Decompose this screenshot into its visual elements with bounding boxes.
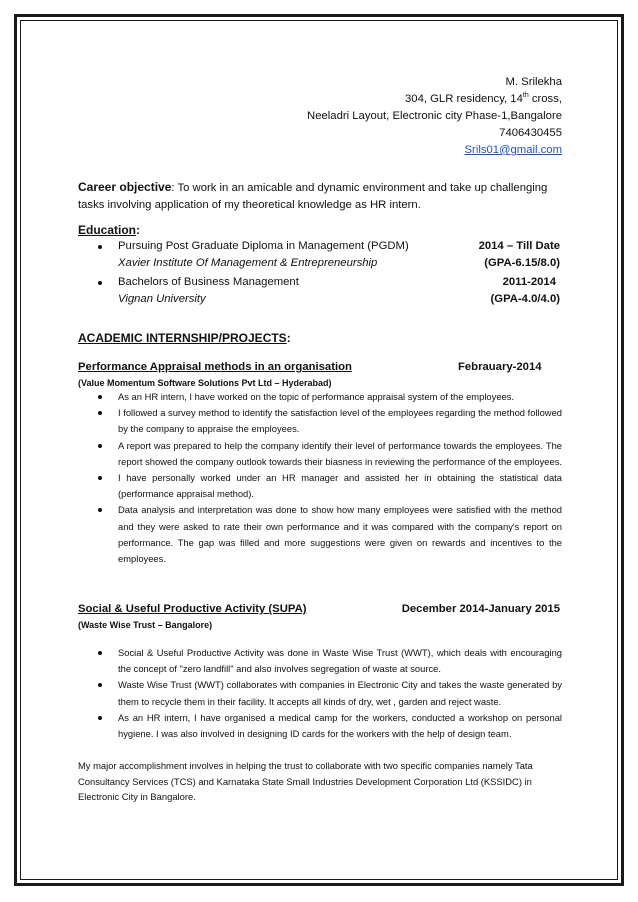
- project-1-heading: Performance Appraisal methods in an organisation Febrauary-2014: [78, 361, 542, 373]
- list-item: As an HR intern, I have organised a medical camp for the workers, conducted a workshop on personal hygiene. I was also involved in designing ID cards for the workers with the help of design team.: [78, 710, 562, 742]
- list-item: I have personally worked under an HR manager and assisted her in obtaining the statistical data (performance appraisal method).: [78, 470, 562, 502]
- bullet-icon: [98, 508, 102, 512]
- objective-label: Career objective: [78, 180, 172, 194]
- list-item: As an HR intern, I have worked on the topic of performance appraisal system of the employees.: [78, 389, 562, 405]
- bullet-icon: [98, 281, 102, 285]
- career-objective: [78, 179, 562, 214]
- education-heading: Education:: [78, 223, 141, 237]
- list-item: A report was prepared to help the company identify their level of performance towards the employees. The report showed the company outlook towards their biasness in reviewing the performance of the employees.: [78, 438, 562, 470]
- education-item-1: Pursuing Post Graduate Diploma in Management (PGDM) 2014 – Till Date: [78, 238, 562, 255]
- bullet-icon: [98, 245, 102, 249]
- bullet-icon: [98, 716, 102, 720]
- list-item: I followed a survey method to identify the satisfaction level of the employees regarding the method followed by the company to appraise the employees.: [78, 405, 562, 437]
- education-item-2-detail: Vignan University (GPA-4.0/4.0): [118, 293, 560, 305]
- email-link[interactable]: Srils01@gmail.com: [464, 144, 562, 156]
- objective-text: : To work in an amicable and dynamic environment and take up challenging tasks involving application of my theoretical knowledge as HR intern.: [78, 182, 548, 211]
- project-1-org: (Value Momentum Software Solutions Pvt Ltd – Hyderabad): [78, 378, 332, 388]
- phone-number: 7406430455: [499, 127, 562, 139]
- internships-heading: ACADEMIC INTERNSHIP/PROJECTS:: [78, 331, 291, 345]
- project-1-bullets: [78, 389, 562, 567]
- bullet-icon: [98, 411, 102, 415]
- project-2-org: (Waste Wise Trust – Bangalore): [78, 620, 213, 630]
- resume-page: [78, 0, 562, 902]
- address-line-1: 304, GLR residency, 14th cross,: [405, 92, 562, 105]
- contact-header: [307, 74, 562, 159]
- education-item-1-detail: Xavier Institute Of Management & Entrepreneurship (GPA-6.15/8.0): [118, 257, 560, 269]
- address-line-2: Neeladri Layout, Electronic city Phase-1,Bangalore: [307, 110, 562, 122]
- candidate-name: M. Srilekha: [505, 76, 562, 88]
- bullet-icon: [98, 476, 102, 480]
- bullet-icon: [98, 683, 102, 687]
- project-2-bullets: [78, 645, 562, 742]
- bullet-icon: [98, 444, 102, 448]
- education-item-2: Bachelors of Business Management 2011-2014: [78, 274, 562, 291]
- list-item: Waste Wise Trust (WWT) collaborates with companies in Electronic City and takes the waste generated by them to recycle them in their facility. It accepts all kinds of dry, wet , garden and reject waste.: [78, 677, 562, 709]
- closing-paragraph: My major accomplishment involves in helping the trust to collaborate with two specific companies namely Tata Consultancy Services (TCS) and Karnataka State Small Industries Development Corporation Ltd (KSSIDC) in Electronic City in Bangalore.: [78, 760, 533, 802]
- bullet-icon: [98, 395, 102, 399]
- project-2-heading: Social & Useful Productive Activity (SUPA) December 2014-January 2015: [78, 603, 560, 615]
- list-item: Social & Useful Productive Activity was done in Waste Wise Trust (WWT), which deals with encouraging the concept of "zero landfill" and also involves segregation of waste at source.: [78, 645, 562, 677]
- bullet-icon: [98, 651, 102, 655]
- list-item: Data analysis and interpretation was done to show how many employees were satisfied with the method and they were asked to rate their own performance and it was compared with the company's report on performance. The gap was filled and more suggestions were given on rewards and incentives to the employees.: [78, 502, 562, 567]
